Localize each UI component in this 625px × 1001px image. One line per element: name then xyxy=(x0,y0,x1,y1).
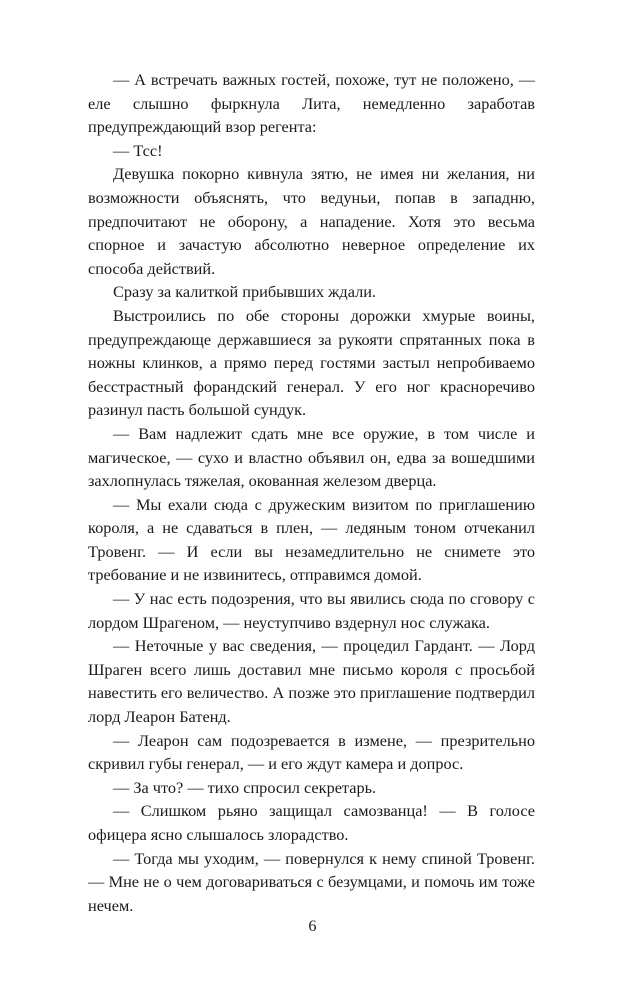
paragraph: — У нас есть подозрения, что вы явились сюда по сговору с лордом Шрагеном, — неуступчиво вздернул нос служака. xyxy=(88,589,535,632)
paragraph: — Леарон сам подозревается в измене, — презрительно скривил губы генерал, — и его ждут камера и допрос. xyxy=(88,730,535,774)
paragraph: — Неточные у вас сведения, — процедил Гардант. — Лорд Шраген всего лишь доставил мне письмо короля с просьбой навестить его величество. А позже это приглашение подтвердил лорд Леарон Батенд. xyxy=(88,636,535,727)
paragraph: — Вам надлежит сдать мне все оружие, в том числе и магическое, — сухо и властно объявил он, едва за вошедшими захлопнулась тяжелая, окованная железом дверца. xyxy=(88,423,535,491)
paragraph: — А встречать важных гостей, похоже, тут не положено, — еле слышно фыркнула Лита, немедленно заработав предупреждающий взор регента: xyxy=(88,70,535,137)
paragraph: — Слишком рьяно защищал самозванца! — В голосе офицера ясно слышалось злорадство. xyxy=(88,801,535,844)
paragraph: Выстроились по обе стороны дорожки хмурые воины, предупреждающе державшиеся за рукояти спрятанных пока в ножны клинков, а прямо перед гостями застыл непробиваемо бесстрастный форандский генерал. У его ног красноречиво разинул пасть большой сундук. xyxy=(88,305,535,420)
page-number: 6 xyxy=(308,916,317,935)
paragraph: — Тогда мы уходим, — повернулся к нему спиной Тровенг. — Мне не о чем договариваться с безумцами, и помочь им тоже нечем. xyxy=(88,848,535,915)
paragraph: Девушка покорно кивнула зятю, не имея ни желания, ни возможности объяснять, что ведуньи, попав в западню, предпочитают не оборону, а нападение. Хотя это весьма спорное и зачастую абсолютно неверное определение их способа действий. xyxy=(88,164,535,278)
paragraph: — Тсс! xyxy=(113,140,163,160)
paragraph: — За что? — тихо спросил секретарь. xyxy=(113,777,377,797)
page-body xyxy=(88,68,535,917)
paragraph: Сразу за калиткой прибывших ждали. xyxy=(113,282,376,302)
paragraph: — Мы ехали сюда с дружеским визитом по приглашению короля, а не сдаваться в плен, — ледяным тоном отчеканил Тровенг. — И если вы незамедлительно не снимете это требование и не извинитесь, отправимся домой. xyxy=(88,494,535,585)
